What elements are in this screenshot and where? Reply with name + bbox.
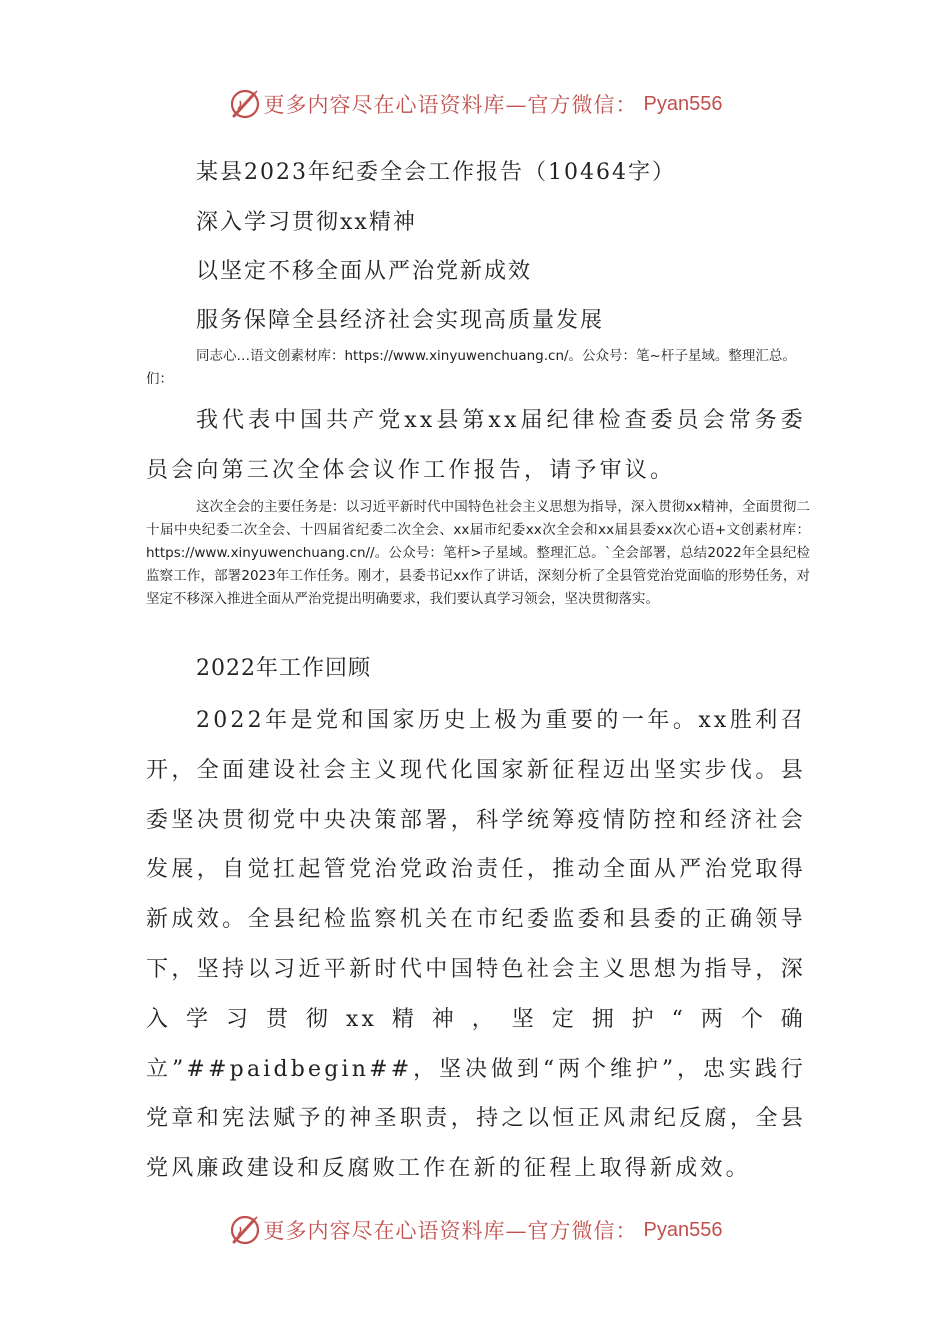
document-subtitle-2: 以坚定不移全面从严治党新成效 [196, 259, 533, 284]
review-paragraph: 2022年是党和国家历史上极为重要的一年。xx胜利召开，全面建设社会主义现代化国家新征程迈出坚实步伐。县委坚决贯彻党中央决策部署，科学统筹疫情防控和经济社会发展，自觉扛起管党治党政治责任，推动全面从严治党取得新成效。全县纪检监察机关在市纪委监委和县委的正确领导下，坚持以习近平新时代中国特色社会主义思想为指导，深入学习贯彻xx精神，坚定拥护“两个确立”##paidbegin##，坚决做到“两个维护”，忠实践行党章和宪法赋予的神圣职责，持之以恒正风肃纪反腐，全县党风廉政建设和反腐败工作在新的征程上取得新成效。 [146, 708, 806, 1182]
task-paragraph: 这次全会的主要任务是：以习近平新时代中国特色社会主义思想为指导，深入贯彻xx精神，全面贯彻二十届中央纪委二次全会、十四届省纪委二次全会、xx届市纪委xx次全会和xx届县委xx次心语+文创素材库：https://www.xinyuwenchuang.cn//。公众号：笔杆>子星域。整理汇总。`全会部署，总结2022年全县纪检监察工作，部署2023年工作任务。刚才，县委书记xx作了讲话，深刻分析了全县管党治党面临的形势任务，对坚定不移深入推进全面从严治党提出明确要求，我们要认真学习领会，坚决贯彻落实。 [146, 499, 810, 607]
banner-wechat-id: Pyan556 [643, 92, 723, 115]
intro-paragraph: 我代表中国共产党xx县第xx届纪律检查委员会常务委员会向第三次全体会议作工作报告，请予审议。 [146, 408, 806, 483]
document-subtitle-3: 服务保障全县经济社会实现高质量发展 [196, 308, 605, 333]
banner-text: 更多内容尽在心语资料库—官方微信： [263, 1219, 638, 1243]
pen-circle-logo-icon [228, 87, 262, 121]
banner-text: 更多内容尽在心语资料库—官方微信： [263, 93, 638, 117]
pen-circle-logo-icon [228, 1213, 262, 1247]
banner-wechat-id: Pyan556 [643, 1218, 723, 1241]
document-title: 某县2023年纪委全会工作报告（10464字） [196, 160, 676, 185]
source-note: 同志心…语文创素材库：https://www.xinyuwenchuang.cn/。公众号：笔~杆子星域。整理汇总。们： [146, 348, 796, 387]
section-heading: 2022年工作回顾 [196, 656, 371, 681]
document-subtitle-1: 深入学习贯彻xx精神 [196, 210, 417, 235]
footer-banner [0, 1210, 950, 1250]
header-banner [0, 84, 950, 124]
